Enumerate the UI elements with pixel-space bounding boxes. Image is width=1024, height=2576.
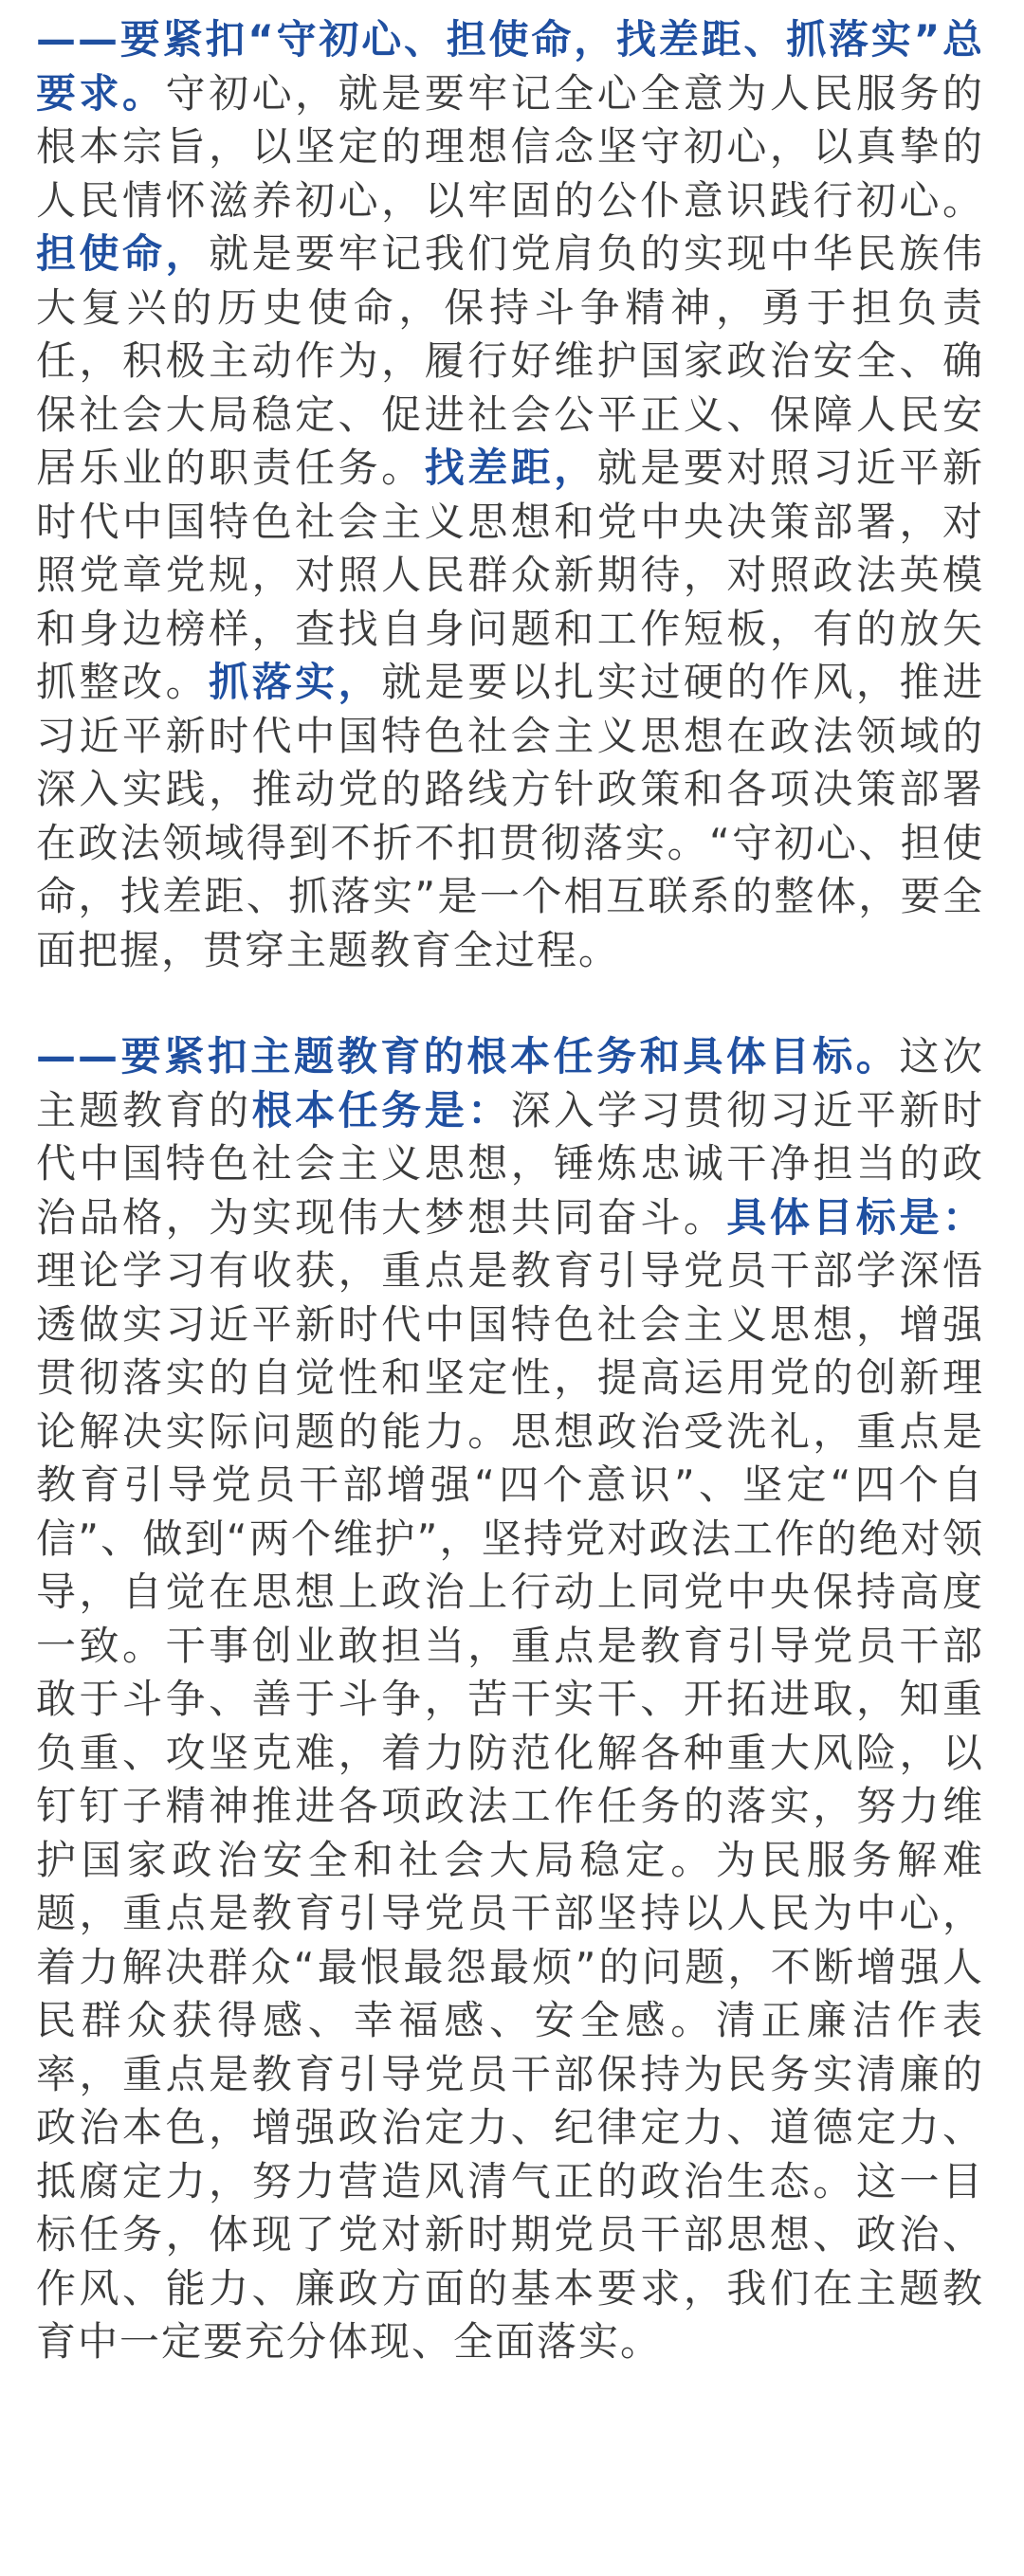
paragraph-general-requirement (36, 13, 984, 977)
keyword-shoulder-mission: 担使命， (36, 230, 210, 277)
text-specific-goals: 理论学习有收获，重点是教育引导党员干部学深悟透做实习近平新时代中国特色社会主义思想，增强贯彻落实的自觉性和坚定性，提高运用党的创新理论解决实际问题的能力。思想政治受洗礼，重点是教育引导党员干部增强“四个意识”、坚定“四个自信”、做到“两个维护”，坚持党对政法工作的绝对领导，自觉在思想上政治上行动上同党中央保持高度一致。干事创业敢担当，重点是教育引导党员干部敢于斗争、善于斗争，苦干实干、开拓进取，知重负重、攻坚克难，着力防范化解各种重大风险，以钉钉子精神推进各项政法工作任务的落实，努力维护国家政治安全和社会大局稳定。为民服务解难题，重点是教育引导党员干部坚持以人民为中心，着力解决群众“最恨最怨最烦”的问题，不断增强人民群众获得感、幸福感、安全感。清正廉洁作表率，重点是教育引导党员干部保持为民务实清廉的政治本色，增强政治定力、纪律定力、道德定力、抵腐定力，努力营造风清气正的政治生态。这一目标任务，体现了党对新时期党员干部思想、政治、作风、能力、廉政方面的基本要求，我们在主题教育中一定要充分体现、全面落实。 (36, 1247, 984, 2365)
keyword-implement: 抓落实， (209, 659, 382, 705)
keyword-specific-goals: 具体目标是： (726, 1193, 984, 1241)
heading-task-and-goals: ——要紧扣主题教育的根本任务和具体目标。 (36, 1033, 900, 1079)
paragraph-task-and-goals (36, 1030, 984, 2369)
text-fundamental-task: 深入学习贯彻习近平新时代中国特色社会主义思想，锤炼忠诚干净担当的政治品格，为实现伟大梦想共同奋斗。 (36, 1086, 984, 1241)
keyword-fundamental-task: 根本任务是： (251, 1086, 511, 1134)
text-this-theme-education: 这次主题教育的 (36, 1033, 984, 1134)
text-keep-original-aspiration: 守初心，就是要牢记全心全意为人民服务的根本宗旨，以坚定的理想信念坚守初心，以真挚的人民情怀滋养初心，以牢固的公仆意识践行初心。 (36, 69, 984, 224)
article-body (36, 13, 984, 2369)
text-implement: 就是要以扎实过硬的作风，推进习近平新时代中国特色社会主义思想在政法领域的深入实践，推动党的路线方针政策和各项决策部署在政法领域得到不折不扣贯彻落实。“守初心、担使命，找差距、抓落实”是一个相互联系的整体，要全面把握，贯穿主题教育全过程。 (36, 659, 984, 973)
text-find-gaps: 就是要对照习近平新时代中国特色社会主义思想和党中央决策部署，对照党章党规，对照人民群众新期待，对照政法英模和身边榜样，查找自身问题和工作短板，有的放矢抓整改。 (36, 444, 984, 705)
keyword-find-gaps: 找差距， (424, 444, 597, 491)
heading-general-requirement: ——要紧扣“守初心、担使命，找差距、抓落实”总要求。 (36, 16, 984, 117)
text-shoulder-mission: 就是要牢记我们党肩负的实现中华民族伟大复兴的历史使命，保持斗争精神，勇于担负责任，积极主动作为，履行好维护国家政治安全、确保社会大局稳定、促进社会公平正义、保障人民安居乐业的职责任务。 (36, 230, 984, 491)
